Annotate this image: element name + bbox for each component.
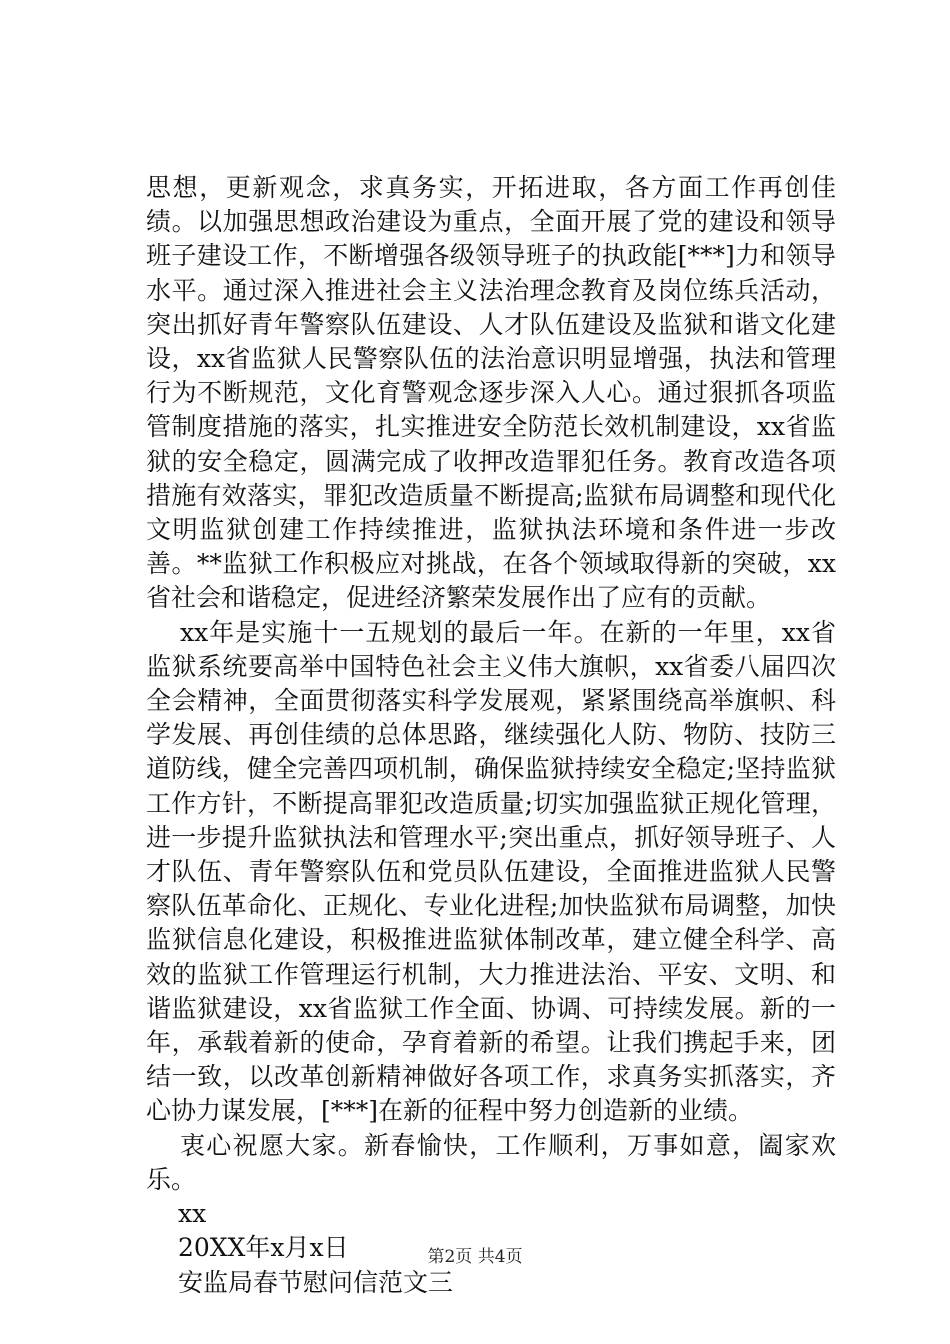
signature: xx (178, 1199, 207, 1229)
date-line: 20XX年x月x日 (178, 1233, 349, 1263)
document-body (146, 171, 836, 1300)
paragraph-3-greeting: 衷心祝愿大家。新春愉快，工作顺利，万事如意，阖家欢乐。 (146, 1130, 836, 1194)
page-footer: 第2页 共4页 (427, 1247, 523, 1267)
paragraph-2: xx年是实施十一五规划的最后一年。在新的一年里，xx省监狱系统要高举中国特色社会主义伟大旗帜，xx省委八届四次全会精神，全面贯彻落实科学发展观，紧紧围绕高举旗帜、科学发展、再创佳绩的总体思路，继续强化人防、物防、技防三道防线，健全完善四项机制，确保监狱持续安全稳定;坚持监狱工作方针，不断提高罪犯改造质量;切实加强监狱正规化管理，进一步提升监狱执法和管理水平;突出重点，抓好领导班子、人才队伍、青年警察队伍和党员队伍建设，全面推进监狱人民警察队伍革命化、正规化、专业化进程;加快监狱布局调整，加快监狱信息化建设，积极推进监狱体制改革，建立健全科学、高效的监狱工作管理运行机制，大力推进法治、平安、文明、和谐监狱建设，xx省监狱工作全面、协调、可持续发展。新的一年，承载着新的使命，孕育着新的希望。让我们携起手来，团结一致，以改革创新精神做好各项工作，求真务实抓落实，齐心协力谋发展，[***]在新的征程中努力创造新的业绩。 (146, 617, 836, 1126)
next-section-title: 安监局春节慰问信范文三 (178, 1267, 454, 1297)
paragraph-1: 思想，更新观念，求真务实，开拓进取，各方面工作再创佳绩。以加强思想政治建设为重点，全面开展了党的建设和领导班子建设工作，不断增强各级领导班子的执政能[***]力和领导水平。通过深入推进社会主义法治理念教育及岗位练兵活动，突出抓好青年警察队伍建设、人才队伍建设及监狱和谐文化建设，xx省监狱人民警察队伍的法治意识明显增强，执法和管理行为不断规范，文化育警观念逐步深入人心。通过狠抓各项监管制度措施的落实，扎实推进安全防范长效机制建设，xx省监狱的安全稳定，圆满完成了收押改造罪犯任务。教育改造各项措施有效落实，罪犯改造质量不断提高;监狱布局调整和现代化文明监狱创建工作持续推进，监狱执法环境和条件进一步改善。**监狱工作积极应对挑战，在各个领域取得新的突破，xx省社会和谐稳定，促进经济繁荣发展作出了应有的贡献。 (146, 173, 836, 613)
